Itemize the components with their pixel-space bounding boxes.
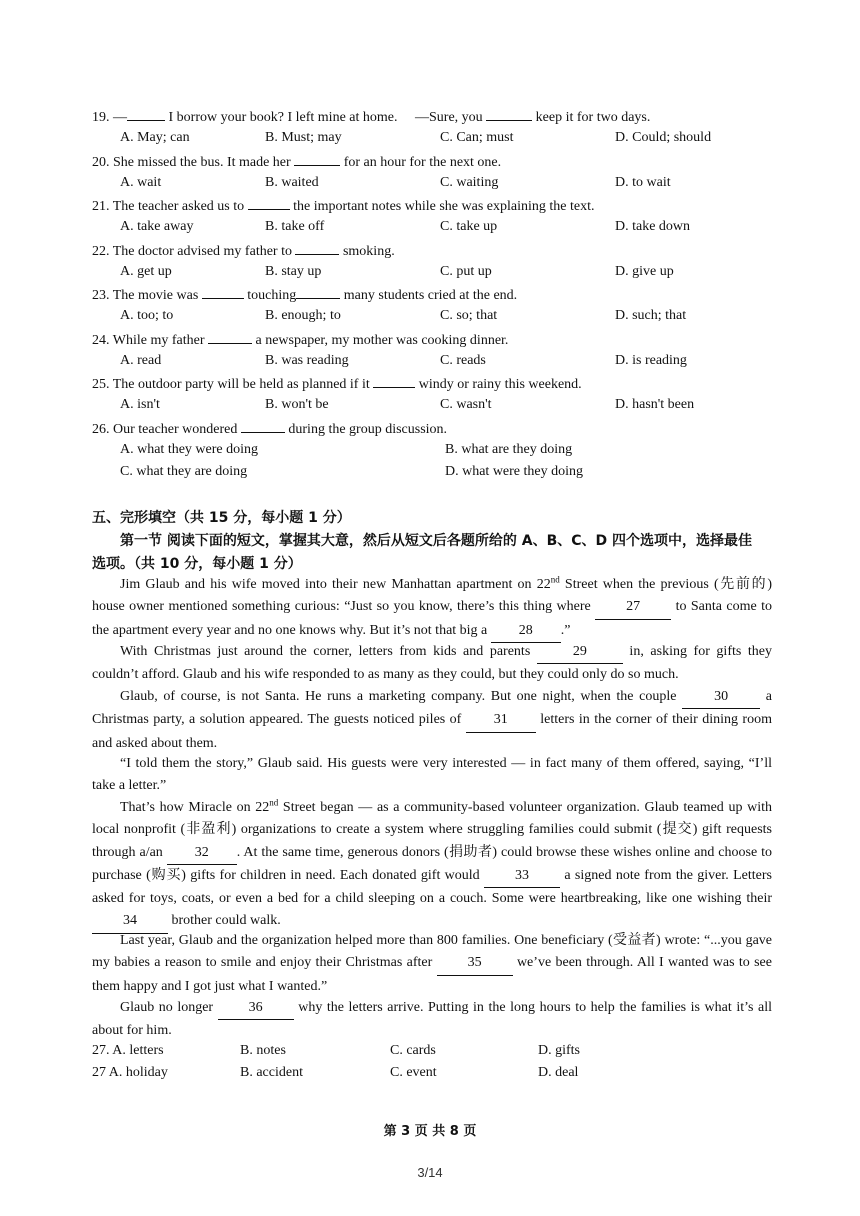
option-b: B. was reading [265, 353, 349, 368]
question-number: 26. [92, 422, 110, 437]
answer-blank [241, 420, 285, 433]
question-20 [92, 153, 501, 171]
option-c: C. so; that [440, 308, 498, 323]
cloze-question-27: 27. A. letters [92, 1043, 164, 1058]
option-d: D. what were they doing [445, 464, 584, 479]
question-text: touching [247, 288, 297, 303]
blank-29: 29 [537, 641, 623, 664]
question-text: keep it for two days. [535, 110, 651, 125]
option-a: A. too; to [120, 308, 174, 323]
option-a: A. get up [120, 264, 172, 279]
question-text: The doctor advised my father to [112, 244, 292, 259]
blank-34: 34 [92, 910, 168, 933]
option-d: D. deal [538, 1065, 579, 1080]
question-number: 19. [92, 110, 110, 125]
answer-blank [295, 242, 339, 255]
answer-blank [202, 286, 244, 299]
question-text: She missed the bus. It made her [113, 155, 291, 170]
option-b: B. won't be [265, 397, 329, 412]
question-text: for an hour for the next one. [343, 155, 502, 170]
question-text: The movie was [112, 288, 199, 303]
question-number: 24. [92, 333, 110, 348]
option-a: A. what they were doing [120, 442, 259, 457]
page-number: 3/14 [417, 1165, 443, 1180]
passage-paragraph-4: “I told them the story,” Glaub said. His guests were very interested — in fact many of them offered, saying, “I’ll take a letter.” [92, 756, 772, 794]
answer-blank [294, 153, 340, 166]
answer-blank [296, 286, 340, 299]
question-text: The outdoor party will be held as planned if it [112, 377, 370, 392]
option-d: D. Could; should [615, 130, 712, 145]
blank-33: 33 [484, 865, 560, 888]
question-text: a newspaper, my mother was cooking dinner. [255, 333, 509, 348]
option-a: A. wait [120, 175, 162, 190]
option-b: B. stay up [265, 264, 322, 279]
option-b: B. waited [265, 175, 319, 190]
option-b: B. notes [240, 1043, 286, 1058]
blank-27: 27 [595, 596, 671, 619]
blank-36: 36 [218, 997, 294, 1020]
blank-35: 35 [437, 952, 513, 975]
question-25 [92, 375, 582, 393]
option-c: C. wasn't [440, 397, 492, 412]
option-d: D. take down [615, 219, 691, 234]
question-text: during the group discussion. [288, 422, 448, 437]
option-d: D. gifts [538, 1043, 580, 1058]
question-22 [92, 242, 395, 260]
option-a: A. isn't [120, 397, 160, 412]
section-title: 五、完形填空（共 15 分，每小题 1 分） [92, 510, 351, 526]
question-text: —Sure, you [415, 110, 483, 125]
question-23 [92, 286, 517, 304]
blank-30: 30 [682, 686, 760, 709]
option-a: A. take away [120, 219, 194, 234]
option-b: B. what are they doing [445, 442, 573, 457]
blank-31: 31 [466, 709, 536, 732]
option-c: C. event [390, 1065, 437, 1080]
question-text: smoking. [342, 244, 395, 259]
passage-paragraph-3: Glaub, of course, is not Santa. He runs a marketing company. But one night, when the couple 30 a Christmas party, a solution appeared. The guests noticed piles of 31 letters in the corner of their dining room and asked about them. [92, 686, 772, 755]
passage-paragraph-1: Jim Glaub and his wife moved into their new Manhattan apartment on 22nd Street when the previous (先前的) house owner mentioned something curious: “Just so you know, there’s this thing where 27 to Santa come to the apartment every year and no one knows why. But it’s not that big a 28 .” [92, 574, 772, 643]
answer-blank [208, 331, 252, 344]
question-text: many students cried at the end. [343, 288, 518, 303]
option-c: C. waiting [440, 175, 499, 190]
option-a: A. letters [112, 1043, 164, 1058]
option-a: A. holiday [108, 1065, 168, 1080]
option-d: D. is reading [615, 353, 687, 368]
answer-blank [486, 108, 532, 121]
question-number: 20. [92, 155, 110, 170]
option-c: C. what they are doing [120, 464, 248, 479]
passage-paragraph-7: Glaub no longer 36 why the letters arrive. Putting in the long hours to help the families is what it’s all about for him. [92, 997, 772, 1043]
question-number: 25. [92, 377, 110, 392]
option-c: C. put up [440, 264, 492, 279]
question-text: — [113, 110, 127, 125]
question-text: The teacher asked us to [112, 199, 245, 214]
question-text: windy or rainy this weekend. [418, 377, 582, 392]
question-number: 21. [92, 199, 110, 214]
option-b: B. accident [240, 1065, 303, 1080]
section-instruction-cont: 选项。（共 10 分，每小题 1 分） [92, 556, 302, 572]
cloze-question-28: 27 A. holiday [92, 1065, 168, 1080]
option-b: B. take off [265, 219, 325, 234]
passage-paragraph-6: Last year, Glaub and the organization helped more than 800 families. One beneficiary (受益者) wrote: “...you gave my babies a reason to smile and enjoy their Christmas after 35 we’ve been through. All I wanted was to see them happy and I got just what I wanted.” [92, 933, 772, 994]
question-number: 23. [92, 288, 110, 303]
question-21 [92, 197, 594, 215]
question-text: While my father [112, 333, 205, 348]
passage-paragraph-5: That’s how Miracle on 22nd Street began — as a community-based volunteer organization. Glaub teamed up with local nonprofit (非盈利) organizations to create a system where struggling families could submit (提交) gift requests through a/an 32 . At the same time, generous donors (捐助者) could browse these wishes online and choose to purchase (购买) gifts for children in need. Each donated gift would 33 a signed note from the giver. Letters asked for toys, coats, or even a bed for a child sleeping on a couch. Some were heartbreaking, like one wishing their 34 brother could walk. [92, 797, 772, 934]
option-a: A. May; can [120, 130, 190, 145]
option-b: B. enough; to [265, 308, 341, 323]
option-b: B. Must; may [265, 130, 342, 145]
option-d: D. such; that [615, 308, 687, 323]
question-24 [92, 331, 508, 349]
question-text: the important notes while she was explaining the text. [293, 199, 595, 214]
blank-32: 32 [167, 842, 237, 865]
page-footer: 第 3 页 共 8 页 [383, 1124, 477, 1139]
option-d: D. to wait [615, 175, 671, 190]
question-19 [92, 108, 650, 126]
option-c: C. take up [440, 219, 498, 234]
option-a: A. read [120, 353, 162, 368]
blank-28: 28 [491, 620, 561, 643]
question-number: 22. [92, 244, 110, 259]
question-26 [92, 420, 447, 438]
question-text: I borrow your book? I left mine at home. [168, 110, 398, 125]
option-c: C. Can; must [440, 130, 514, 145]
option-c: C. cards [390, 1043, 436, 1058]
answer-blank [248, 197, 290, 210]
question-text: Our teacher wondered [113, 422, 238, 437]
section-instruction: 第一节 阅读下面的短文，掌握其大意，然后从短文后各题所给的 A、B、C、D 四个选项中，选择最佳 [120, 533, 753, 549]
option-d: D. hasn't been [615, 397, 695, 412]
passage-paragraph-2: With Christmas just around the corner, letters from kids and parents 29 in, asking for gifts they couldn’t afford. Glaub and his wife responded to as many as they could, but they could only do so much. [92, 641, 772, 687]
answer-blank [127, 108, 165, 121]
option-d: D. give up [615, 264, 674, 279]
option-c: C. reads [440, 353, 486, 368]
answer-blank [373, 375, 415, 388]
